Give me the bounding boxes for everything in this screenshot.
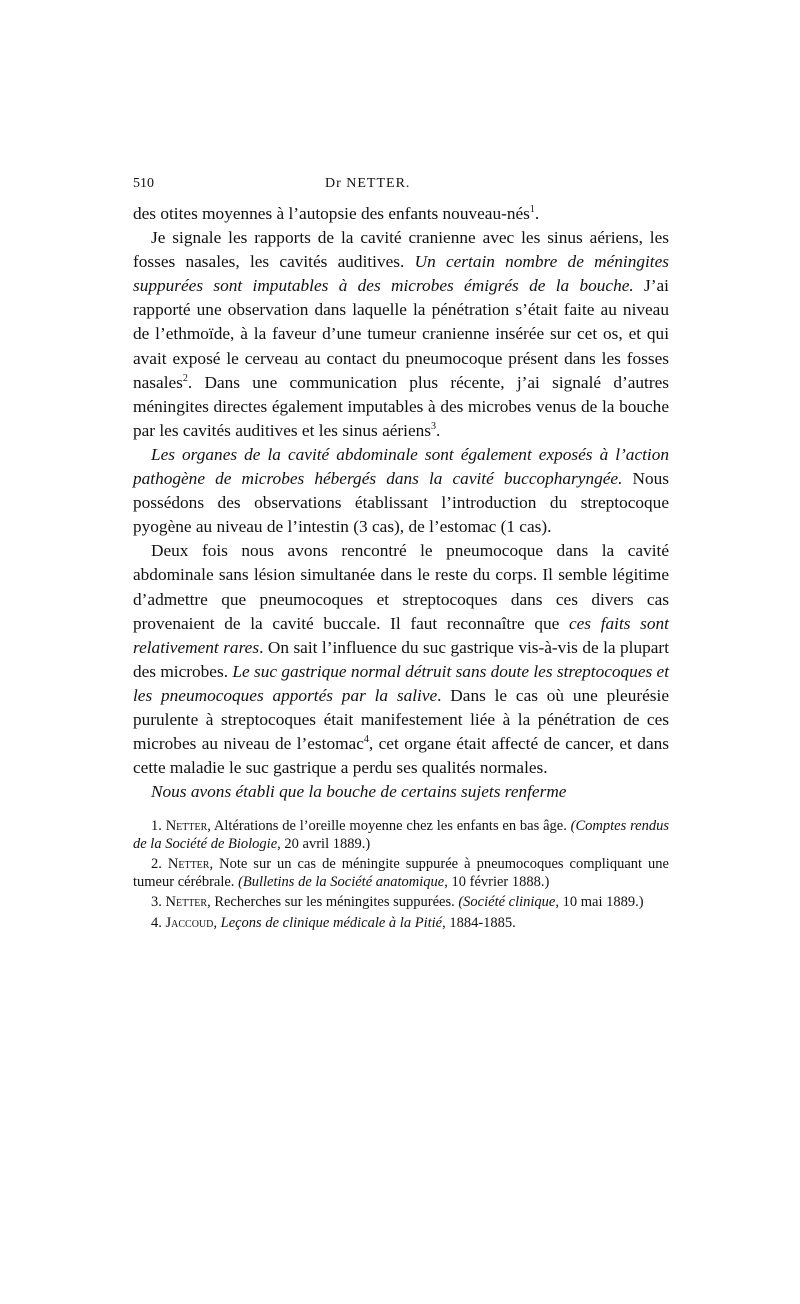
emphasis: ces faits sont relativement rares [133, 613, 669, 657]
emphasis: Les organes de la cavité abdominale sont également exposés à l’action pathogène de microbes hébergés dans la cavité buccopharyngée. [133, 444, 669, 489]
running-head: Dr NETTER. [325, 176, 411, 191]
paragraph: Je signale les rapports de la cavité cranienne avec les sinus aériens, les fosses nasales, les cavités auditives. Un certain nombre de méningites suppurées sont imputables à des microbes émigrés de la bouche. J’ai rapporté une observation dans laquelle la pénétration s’était faite au niveau de l’ethmoïde, à la faveur d’une tumeur cranienne insérée sur cet os, et qui avait exposé le cerveau au contact du pneumocoque présent dans les fosses nasales$^2$. Dans une communication plus récente, j’ai signalé d’autres méningites directes également imputables à des microbes venus de la bouche par les cavités auditives et les sinus aériens$^3$. [133, 228, 669, 440]
emphasis: Un certain nombre de méningites suppurées sont imputables à des microbes émigrés de la bouche. [133, 252, 669, 296]
footnote: 4. Jaccoud, Leçons de clinique médicale à la Pitié, 1884-1885. [151, 914, 516, 931]
emphasis: Le suc gastrique normal détruit sans doute les streptocoques et les pneumocoques apportés par la salive [133, 661, 670, 705]
footnote: 3. Netter, Recherches sur les méningites suppurées. (Société clinique, 10 mai 1889.) [151, 894, 644, 911]
footnote-ref: 4 [363, 734, 369, 746]
paragraph: Les organes de la cavité abdominale sont également exposés à l’action pathogène de microbes hébergés dans la cavité buccopharyngée. Nous possédons des observations établissant l’introduction du streptocoque pyogène au niveau de l’intestin (3 cas), de l’estomac (1 cas). [133, 444, 670, 537]
emphasis: Nous avons établi que la bouche de certains sujets renferme [151, 782, 567, 802]
paragraph-continued: des otites moyennes à l’autopsie des enfants nouveau-nés$^1$. [133, 204, 540, 223]
book-page [133, 176, 669, 935]
page-number: 510 [133, 176, 154, 191]
footnote-ref: 3 [431, 421, 437, 433]
footnote: 2. Netter, Note sur un cas de méningite suppurée à pneumocoques compliquant une tumeur cérébrale. (Bulletins de la Société anatomique, 10 février 1888.) [133, 856, 669, 890]
paragraph [133, 780, 669, 804]
footnotes [133, 818, 669, 932]
footnote-ref: 1 [529, 204, 535, 216]
footnote: 1. Netter, Altérations de l’oreille moyenne chez les enfants en bas âge. (Comptes rendus de la Société de Biologie, 20 avril 1889.) [133, 818, 670, 852]
footnote-ref: 2 [182, 372, 188, 384]
page-header [133, 176, 669, 198]
paragraph: Deux fois nous avons rencontré le pneumocoque dans la cavité abdominale sans lésion simultanée dans le reste du corps. Il semble légitime d’admettre que pneumocoques et streptocoques dans ces divers cas provenaient de la cavité buccale. Il faut reconnaître que ces faits sont relativement rares. On sait l’influence du suc gastrique vis-à-vis de la plupart des microbes. Le suc gastrique normal détruit sans doute les streptocoques et les pneumocoques apportés par la salive. Dans le cas où une pleurésie purulente à streptocoques était manifestement liée à la pénétration de ces microbes au niveau de l’estomac$^4$, cet organe était affecté de cancer, et dans cette maladie le suc gastrique a perdu ses qualités normales. [133, 541, 670, 778]
main-text [133, 202, 669, 804]
